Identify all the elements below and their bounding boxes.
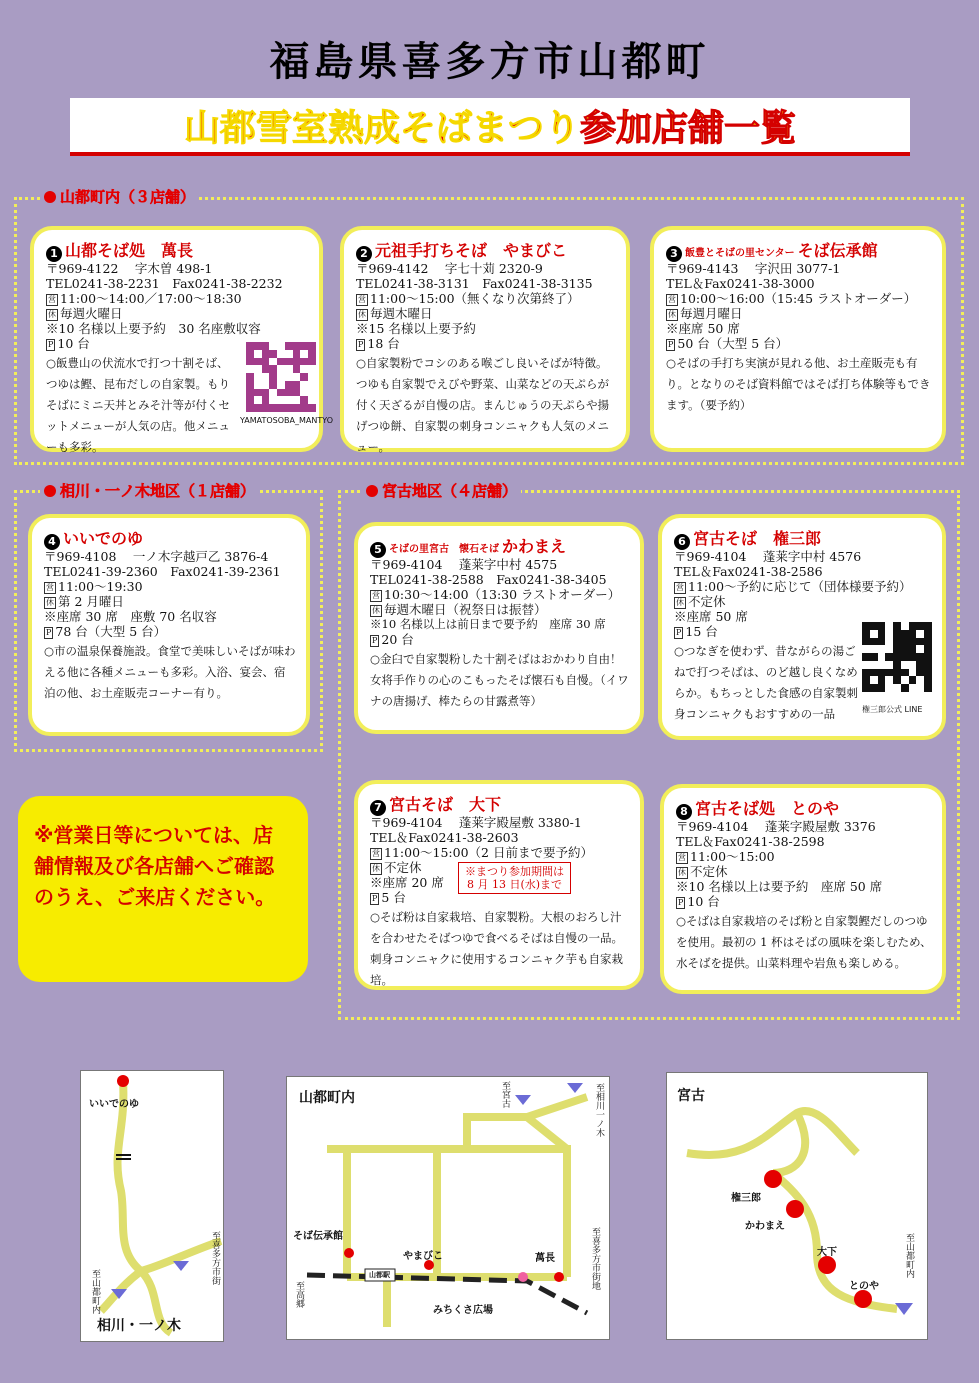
number-badge: 1 — [46, 246, 62, 262]
shop-note: ※座席 30 席 座敷 70 名収容 — [44, 609, 217, 624]
map-place-mancho: 萬長 — [535, 1253, 555, 1264]
shop-note: ※10 名様以上は要予約 座席 50 席 — [676, 879, 883, 894]
closed-icon: 休 — [668, 310, 676, 319]
shop-closed: 第 2 月曜日 — [58, 594, 124, 609]
shop-name: 山都そば処 萬長 — [65, 241, 194, 260]
red-dot-icon — [366, 485, 378, 497]
map-dir-aikawa: 至相川一ノ木 — [594, 1083, 604, 1137]
shop-hours: 11:00～19:30 — [58, 579, 143, 594]
map-place-yamabiko: やまびこ — [403, 1251, 443, 1262]
shop-address: 〒969-4143 字沢田 3077-1 — [666, 261, 841, 276]
qr-caption: 権三郎公式 LINE — [862, 705, 923, 714]
shop-description: ○そばは自家栽培のそば粉と自家製鰹だしのつゆを使用。最初の 1 杯はそばの風味を楽しむため、水そばを提供。山菜料理や岩魚も楽しめる。 — [676, 914, 932, 970]
map-place-densyokan: そば伝承館 — [293, 1231, 343, 1242]
shop-card-4 — [28, 514, 310, 736]
shop-address: 〒969-4104 蓬莱字中村 4575 — [370, 557, 558, 572]
shop-address: 〒969-4104 蓬莱字殿屋敷 3380-1 — [370, 815, 582, 830]
line-qr-icon[interactable] — [862, 622, 932, 692]
shop-note: ※座席 50 席 — [666, 321, 740, 336]
shop-parking: 5 台 — [381, 890, 406, 905]
shop-parking: 50 台（大型 5 台） — [677, 336, 789, 351]
map-title-miyako: 宮古 — [677, 1088, 705, 1104]
closed-icon: 休 — [358, 310, 366, 319]
shop-note: ※10 名様以上要予約 30 名座敷収容 — [46, 321, 261, 336]
shop-description: ○自家製粉でコシのある喉ごし良いそばが特徴。つゆも自家製でえびや野菜、山菜などの天ぷらが付く天ざるが自慢の店。まんじゅうの天ぷらや揚げつゆ餅、自家製の刺身コンニャクも人気のメニュー。 — [356, 356, 609, 454]
shop-hours: 10:00～16:00（15:45 ラストオーダー） — [680, 291, 917, 306]
festival-period-note: ※まつり参加期間は 8 月 13 日(水)まで — [458, 862, 571, 894]
shop-closed: 毎週月曜日 — [680, 306, 743, 321]
shop-parking: 20 台 — [381, 632, 414, 647]
red-dot-icon — [44, 191, 56, 203]
clock-icon: 営 — [676, 583, 684, 592]
shop-phone: TEL0241-38-2231 Fax0241-38-2232 — [46, 276, 283, 291]
clock-icon: 営 — [678, 853, 686, 862]
shop-phone: TEL＆Fax0241-38-3000 — [666, 276, 815, 291]
shop-description: ○そば粉は自家栽培、自家製粉。大根のおろし汁を合わせたそばつゆで食べるそばは自慢の一品。刺身コンニャクに使用するコンニャク芋も自家栽培。 — [370, 910, 623, 987]
number-badge: 6 — [674, 534, 690, 550]
shop-closed: 毎週火曜日 — [60, 306, 123, 321]
map-aikawa — [80, 1070, 224, 1342]
shop-phone: TEL＆Fax0241-38-2586 — [674, 564, 823, 579]
shop-name: 宮古そば処 とのや — [695, 799, 840, 818]
map-dir-takasato: 至高郷 — [294, 1281, 304, 1308]
shop-phone: TEL＆Fax0241-38-2603 — [370, 830, 519, 845]
shop-card-2 — [340, 226, 630, 452]
clock-icon: 営 — [372, 591, 380, 600]
parking-icon: P — [372, 636, 378, 645]
shop-note: ※10 名様以上は前日まで要予約 座席 30 席 — [370, 617, 606, 631]
map-title-yamato: 山都町内 — [299, 1090, 355, 1106]
map-dir-miyako: 至宮古 — [500, 1081, 510, 1108]
clock-icon: 営 — [668, 295, 676, 304]
subtitle-red: 山都雪室熟成そばまつり — [183, 107, 580, 149]
map-place-tonoya: とのや — [849, 1281, 879, 1292]
main-title: 福島県喜多方市山都町 — [269, 39, 710, 85]
parking-icon: P — [372, 894, 378, 903]
closed-icon: 休 — [46, 598, 54, 607]
shop-phone: TEL0241-38-2588 Fax0241-38-3405 — [370, 572, 607, 587]
map-place-kawamae: かわまえ — [745, 1221, 785, 1232]
shop-address: 〒969-4104 蓬莱字中村 4576 — [674, 549, 862, 564]
shop-name: いいでのゆ — [63, 529, 144, 548]
shop-card-5 — [354, 522, 644, 734]
parking-icon: P — [358, 340, 364, 349]
closed-icon: 休 — [372, 864, 380, 873]
qr-caption: YAMATOSOBA_MANTYO — [240, 416, 334, 425]
number-badge: 7 — [370, 800, 386, 816]
shop-description: ○市の温泉保養施設。食堂で美味しいそばが味わえる他に各種メニューも多彩。入浴、宴会、宿泊の他、お土産販売コーナー有り。 — [44, 644, 296, 700]
region-label-aikawa: 相川・一ノ木地区（１店舗） — [40, 480, 259, 501]
shop-parking: 78 台（大型 5 台） — [55, 624, 167, 639]
notice-box: ※営業日等については、店舗情報及び各店舗へご確認のうえ、ご来店ください。 — [18, 796, 308, 982]
shop-name: かわまえ — [502, 537, 567, 556]
map-place-michikusa: みちくさ広場 — [433, 1305, 493, 1316]
shop-note: ※座席 20 席 — [370, 875, 444, 890]
shop-hours: 11:00～15:00（無くなり次第終了） — [370, 291, 580, 306]
number-badge: 2 — [356, 246, 372, 262]
shop-card-1 — [30, 226, 334, 454]
shop-description: ○飯豊山の伏流水で打つ十割そば、つゆは鰹、昆布だしの自家製。もりそばにミニ天丼とみそ汁等が付くセットメニューが人気の店。他メニューも多彩。 — [46, 356, 230, 454]
shop-hours: 11:00～15:00 — [690, 849, 775, 864]
shop-hours: 11:00～予約に応じて（団体様要予約） — [688, 579, 912, 594]
subtitle-yellow: 参加店舗一覧 — [580, 107, 797, 149]
closed-icon: 休 — [676, 598, 684, 607]
parking-icon: P — [678, 898, 684, 907]
number-badge: 8 — [676, 804, 692, 820]
clock-icon: 営 — [46, 583, 54, 592]
shop-prefix: そばの里宮古 懐石そば — [389, 544, 499, 555]
map-yamato — [286, 1076, 610, 1340]
clock-icon: 営 — [372, 849, 380, 858]
map-place-gonzaburo: 権三郎 — [731, 1193, 761, 1204]
closed-icon: 休 — [678, 868, 686, 877]
number-badge: 4 — [44, 534, 60, 550]
shop-note: ※座席 50 席 — [674, 609, 748, 624]
shop-parking: 10 台 — [57, 336, 90, 351]
shop-parking: 18 台 — [367, 336, 400, 351]
shop-closed: 不定休 — [688, 594, 726, 609]
shop-card-6 — [658, 514, 946, 740]
region-label-miyako: 宮古地区（４店舗） — [362, 480, 521, 501]
shop-description: ○そばの手打ち実演が見れる他、お土産販売も有り。となりのそば資料館ではそば打ち体験等もできます。（要予約） — [666, 356, 931, 412]
shop-address: 〒969-4104 蓬莱字殿屋敷 3376 — [676, 819, 876, 834]
shop-description: ○金臼で自家製粉した十割そばはおかわり自由！女将手作りの心のこもったそば懐石も自慢。（イワナの唐揚げ、棒たらの甘露煮等） — [370, 652, 629, 708]
map-dir-kitakata: 至喜多方市街 — [210, 1231, 220, 1285]
map-dir-kitakata: 至喜多方市街地 — [590, 1227, 600, 1290]
number-badge: 5 — [370, 542, 386, 558]
shop-name: 宮古そば 大下 — [389, 795, 502, 814]
shop-note: ※15 名様以上要予約 — [356, 321, 476, 336]
shop-address: 〒969-4108 一ノ木字越戸乙 3876-4 — [44, 549, 269, 564]
shop-name: そば伝承館 — [797, 241, 878, 260]
shop-phone: TEL0241-39-2360 Fax0241-39-2361 — [44, 564, 281, 579]
red-dot-icon — [44, 485, 56, 497]
shop-closed: 不定休 — [384, 860, 422, 875]
shop-name: 元祖手打ちそば やまびこ — [375, 241, 568, 260]
instagram-qr-icon[interactable] — [246, 342, 316, 412]
map-place-oshimo: 大下 — [817, 1247, 837, 1258]
shop-card-8 — [660, 784, 946, 994]
parking-icon: P — [48, 340, 54, 349]
shop-phone: TEL＆Fax0241-38-2598 — [676, 834, 825, 849]
shop-description: ○つなぎを使わず、昔ながらの湯ごねで打つそばは、のど越し良くなめらか。もちっとした食感の自家製刺身コンニャクもおすすめの一品 — [674, 644, 858, 721]
clock-icon: 営 — [48, 295, 56, 304]
shop-card-7 — [354, 780, 644, 990]
shop-parking: 10 台 — [687, 894, 720, 909]
closed-icon: 休 — [48, 310, 56, 319]
shop-closed: 不定休 — [690, 864, 728, 879]
shop-hours: 11:00～14:00／17:00～18:30 — [60, 291, 242, 306]
shop-hours: 11:00～15:00（2 日前まで要予約） — [384, 845, 593, 860]
clock-icon: 営 — [358, 295, 366, 304]
shop-prefix: 飯豊とそばの里センター — [685, 248, 795, 259]
shop-card-3 — [650, 226, 946, 452]
shop-address: 〒969-4142 字七十苅 2320-9 — [356, 261, 543, 276]
shop-closed: 毎週木曜日（祝祭日は振替） — [384, 602, 547, 617]
map-miyako-roads — [667, 1073, 929, 1341]
map-dir-yamato: 至山都町内 — [904, 1233, 914, 1278]
map-place-iidenoyu: いいでのゆ — [89, 1099, 139, 1110]
shop-name: 宮古そば 権三郎 — [693, 529, 822, 548]
subtitle-banner — [70, 98, 910, 156]
map-place-station: 山都駅 — [369, 1271, 390, 1279]
number-badge: 3 — [666, 246, 682, 262]
shop-phone: TEL0241-38-3131 Fax0241-38-3135 — [356, 276, 593, 291]
map-title-aikawa: 相川・一ノ木 — [97, 1318, 181, 1334]
shop-address: 〒969-4122 字木曽 498-1 — [46, 261, 213, 276]
region-label-yamato: 山都町内（３店舗） — [40, 186, 199, 207]
parking-icon: P — [676, 628, 682, 637]
map-miyako — [666, 1072, 928, 1340]
parking-icon: P — [668, 340, 674, 349]
map-dir-yamato: 至山都町内 — [90, 1269, 100, 1314]
shop-closed: 毎週木曜日 — [370, 306, 433, 321]
shop-hours: 10:30～14:00（13:30 ラストオーダー） — [384, 587, 621, 602]
parking-icon: P — [46, 628, 52, 637]
shop-parking: 15 台 — [685, 624, 718, 639]
map-aikawa-roads — [81, 1071, 225, 1343]
closed-icon: 休 — [372, 606, 380, 615]
